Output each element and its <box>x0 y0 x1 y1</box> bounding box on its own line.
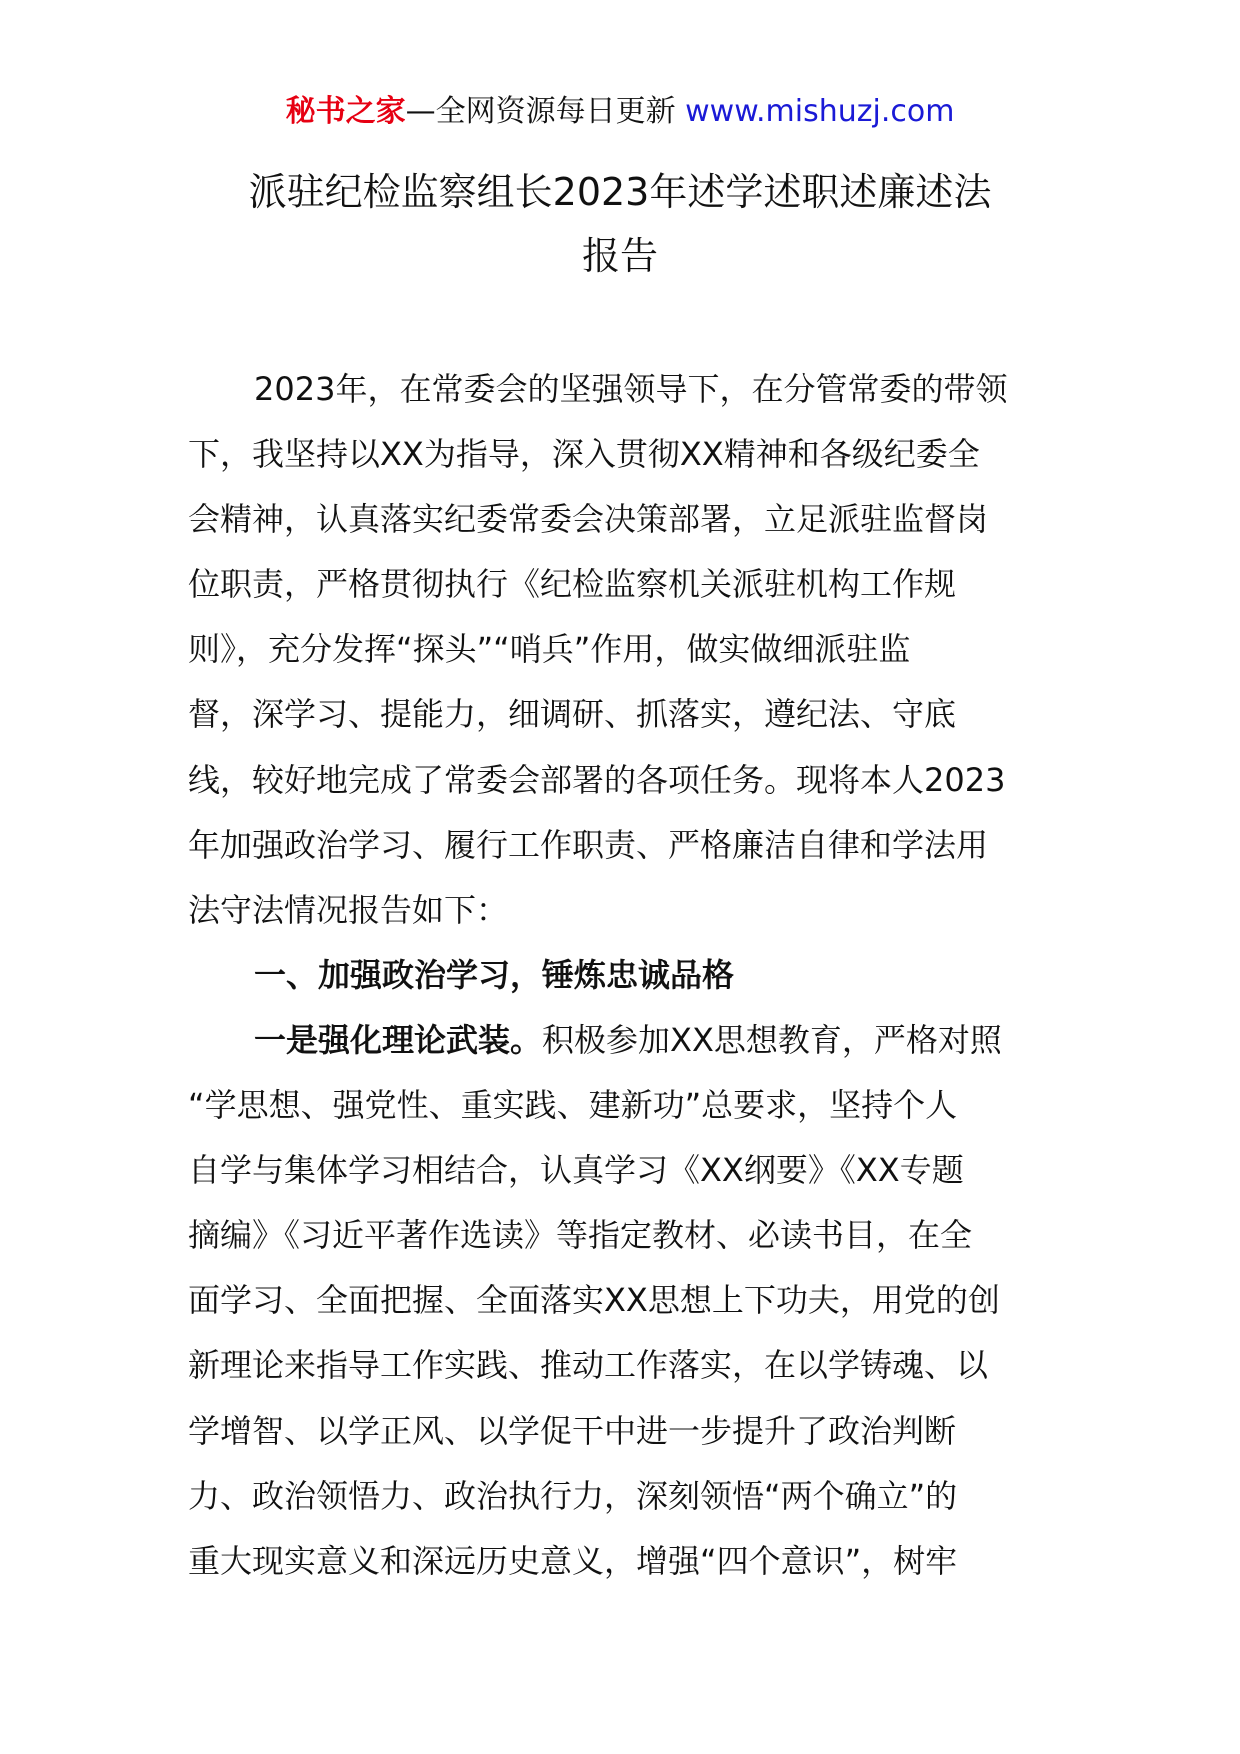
paragraph-line: 2023年，在常委会的坚强领导下，在分管常委的带领 <box>254 370 1008 408</box>
title-line-2: 报告 <box>581 234 658 278</box>
paragraph-line: 督，深学习、提能力，细调研、抓落实，遵纪法、守底 <box>188 695 957 734</box>
paragraph-line: 摘编》《习近平著作选读》等指定教材、必读书目，在全 <box>188 1216 973 1255</box>
paragraph-line: “学思想、强党性、重实践、建新功”总要求，坚持个人 <box>188 1086 958 1125</box>
paragraph-line: 学增智、以学正风、以学促干中进一步提升了政治判断 <box>188 1411 957 1450</box>
title-line-1: 派驻纪检监察组长2023年述学述职述廉述法 <box>248 170 992 214</box>
paragraph-line: 位职责，严格贯彻执行《纪检监察机关派驻机构工作规 <box>188 565 957 604</box>
paragraph-line: 面学习、全面把握、全面落实XX思想上下功夫，用党的创 <box>188 1281 1000 1320</box>
paragraph-line: 力、政治领悟力、政治执行力，深刻领悟“两个确立”的 <box>188 1476 958 1515</box>
brand-name: 秘书之家 <box>285 94 406 129</box>
paragraph-line: 自学与集体学习相结合，认真学习《XX纲要》《XX专题 <box>188 1151 964 1190</box>
website-link[interactable]: www.mishuzj.com <box>685 94 955 129</box>
document-title <box>200 160 1040 288</box>
watermark-header <box>0 92 1240 132</box>
section-heading: 一、加强政治学习，锤炼忠诚品格 <box>254 955 735 994</box>
paragraph-line: 会精神，认真落实纪委常委会决策部署，立足派驻监督岗 <box>188 500 989 539</box>
paragraph-line: 重大现实意义和深远历史意义，增强“四个意识”，树牢 <box>188 1541 958 1580</box>
paragraph-line: 线，较好地完成了常委会部署的各项任务。现将本人2023 <box>188 760 1006 799</box>
paragraph-line: 则》，充分发挥“探头”“哨兵”作用，做实做细派驻监 <box>188 630 911 669</box>
header-slogan: —全网资源每日更新 <box>405 94 686 129</box>
subsection-heading: 一是强化理论武装。 <box>254 1020 543 1059</box>
paragraph-line: 法守法情况报告如下： <box>188 890 509 929</box>
paragraph-line: 下，我坚持以XX为指导，深入贯彻XX精神和各级纪委全 <box>188 435 980 474</box>
subsection-line <box>188 1008 1058 1073</box>
subsection-text: 积极参加XX思想教育，严格对照 <box>542 1020 1002 1059</box>
document-body <box>188 357 1058 1594</box>
paragraph-line: 新理论来指导工作实践、推动工作落实，在以学铸魂、以 <box>188 1346 989 1385</box>
paragraph-line: 年加强政治学习、履行工作职责、严格廉洁自律和学法用 <box>188 825 989 864</box>
